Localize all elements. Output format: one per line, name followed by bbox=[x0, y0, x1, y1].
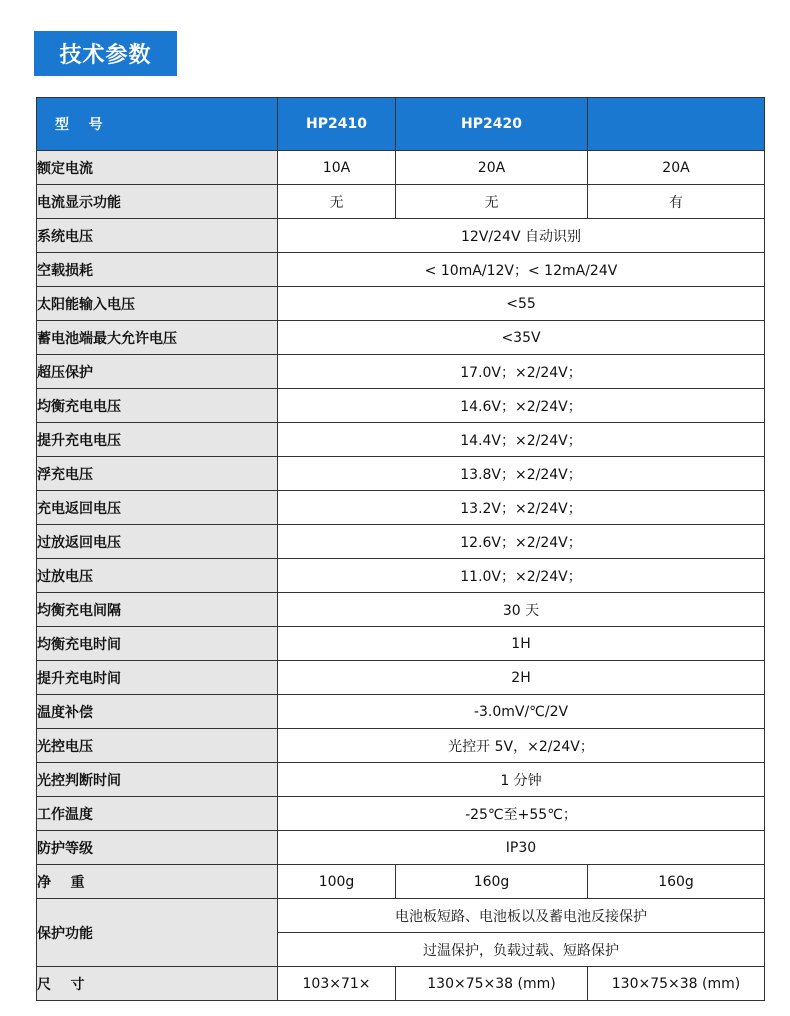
row-label: 浮充电压 bbox=[37, 457, 278, 491]
row-value: -3.0mV/℃/2V bbox=[278, 695, 765, 729]
spec-row bbox=[37, 151, 765, 185]
spec-row bbox=[37, 423, 765, 457]
spec-row bbox=[37, 729, 765, 763]
weight-value: 160g bbox=[396, 865, 588, 899]
size-row bbox=[37, 967, 765, 1001]
row-label: 太阳能输入电压 bbox=[37, 287, 278, 321]
row-label: 均衡充电电压 bbox=[37, 389, 278, 423]
protection-row bbox=[37, 899, 765, 933]
spec-row bbox=[37, 797, 765, 831]
spec-row bbox=[37, 627, 765, 661]
spec-row bbox=[37, 287, 765, 321]
spec-row bbox=[37, 593, 765, 627]
size-value: 130×75×38 (mm) bbox=[588, 967, 765, 1001]
row-label: 光控电压 bbox=[37, 729, 278, 763]
row-value: 12.6V；×2/24V； bbox=[278, 525, 765, 559]
row-label: 充电返回电压 bbox=[37, 491, 278, 525]
row-value: 10A bbox=[278, 151, 396, 185]
row-label: 空载损耗 bbox=[37, 253, 278, 287]
spec-row bbox=[37, 253, 765, 287]
header-model-3 bbox=[588, 98, 765, 151]
row-label: 工作温度 bbox=[37, 797, 278, 831]
row-label: 光控判断时间 bbox=[37, 763, 278, 797]
row-value: < 10mA/12V；< 12mA/24V bbox=[278, 253, 765, 287]
size-value: 103×71× bbox=[278, 967, 396, 1001]
row-label: 电流显示功能 bbox=[37, 185, 278, 219]
row-value: <55 bbox=[278, 287, 765, 321]
row-label: 超压保护 bbox=[37, 355, 278, 389]
row-label: 提升充电时间 bbox=[37, 661, 278, 695]
row-value: 30 天 bbox=[278, 593, 765, 627]
row-label: 额定电流 bbox=[37, 151, 278, 185]
spec-row bbox=[37, 457, 765, 491]
row-value: 14.6V；×2/24V； bbox=[278, 389, 765, 423]
row-value: 光控开 5V，×2/24V； bbox=[278, 729, 765, 763]
row-value: 13.8V；×2/24V； bbox=[278, 457, 765, 491]
spec-row bbox=[37, 491, 765, 525]
section-title: 技术参数 bbox=[34, 31, 177, 76]
spec-row bbox=[37, 219, 765, 253]
row-label: 均衡充电时间 bbox=[37, 627, 278, 661]
row-value: 无 bbox=[278, 185, 396, 219]
row-label: 防护等级 bbox=[37, 831, 278, 865]
row-value: -25℃至+55℃； bbox=[278, 797, 765, 831]
spec-table bbox=[36, 97, 765, 1001]
spec-row bbox=[37, 185, 765, 219]
row-value: 20A bbox=[396, 151, 588, 185]
row-label: 过放电压 bbox=[37, 559, 278, 593]
row-value: 17.0V；×2/24V； bbox=[278, 355, 765, 389]
row-value: 1H bbox=[278, 627, 765, 661]
spec-row bbox=[37, 831, 765, 865]
spec-row bbox=[37, 525, 765, 559]
row-label: 均衡充电间隔 bbox=[37, 593, 278, 627]
spec-row bbox=[37, 355, 765, 389]
row-value: 11.0V；×2/24V； bbox=[278, 559, 765, 593]
spec-row bbox=[37, 321, 765, 355]
weight-value: 100g bbox=[278, 865, 396, 899]
row-value: 1 分钟 bbox=[278, 763, 765, 797]
row-value: 无 bbox=[396, 185, 588, 219]
row-value: 2H bbox=[278, 661, 765, 695]
protection-label: 保护功能 bbox=[37, 899, 278, 967]
row-value: 14.4V；×2/24V； bbox=[278, 423, 765, 457]
row-label: 蓄电池端最大允许电压 bbox=[37, 321, 278, 355]
row-value: 12V/24V 自动识别 bbox=[278, 219, 765, 253]
row-value: 13.2V；×2/24V； bbox=[278, 491, 765, 525]
row-label: 过放返回电压 bbox=[37, 525, 278, 559]
protection-line-2: 过温保护，负载过载、短路保护 bbox=[278, 933, 765, 967]
spec-row bbox=[37, 661, 765, 695]
size-value: 130×75×38 (mm) bbox=[396, 967, 588, 1001]
weight-row bbox=[37, 865, 765, 899]
weight-label: 净 重 bbox=[37, 865, 278, 899]
row-label: 提升充电电压 bbox=[37, 423, 278, 457]
spec-row bbox=[37, 559, 765, 593]
spec-row bbox=[37, 389, 765, 423]
protection-line-1: 电池板短路、电池板以及蓄电池反接保护 bbox=[278, 899, 765, 933]
spec-row bbox=[37, 695, 765, 729]
row-value: 20A bbox=[588, 151, 765, 185]
header-model-1: HP2410 bbox=[278, 98, 396, 151]
row-label: 温度补偿 bbox=[37, 695, 278, 729]
spec-row bbox=[37, 763, 765, 797]
header-model-label: 型 号 bbox=[37, 98, 278, 151]
table-header-row bbox=[37, 98, 765, 151]
size-label: 尺 寸 bbox=[37, 967, 278, 1001]
row-value: 有 bbox=[588, 185, 765, 219]
row-value: <35V bbox=[278, 321, 765, 355]
row-label: 系统电压 bbox=[37, 219, 278, 253]
weight-value: 160g bbox=[588, 865, 765, 899]
row-value: IP30 bbox=[278, 831, 765, 865]
header-model-2: HP2420 bbox=[396, 98, 588, 151]
